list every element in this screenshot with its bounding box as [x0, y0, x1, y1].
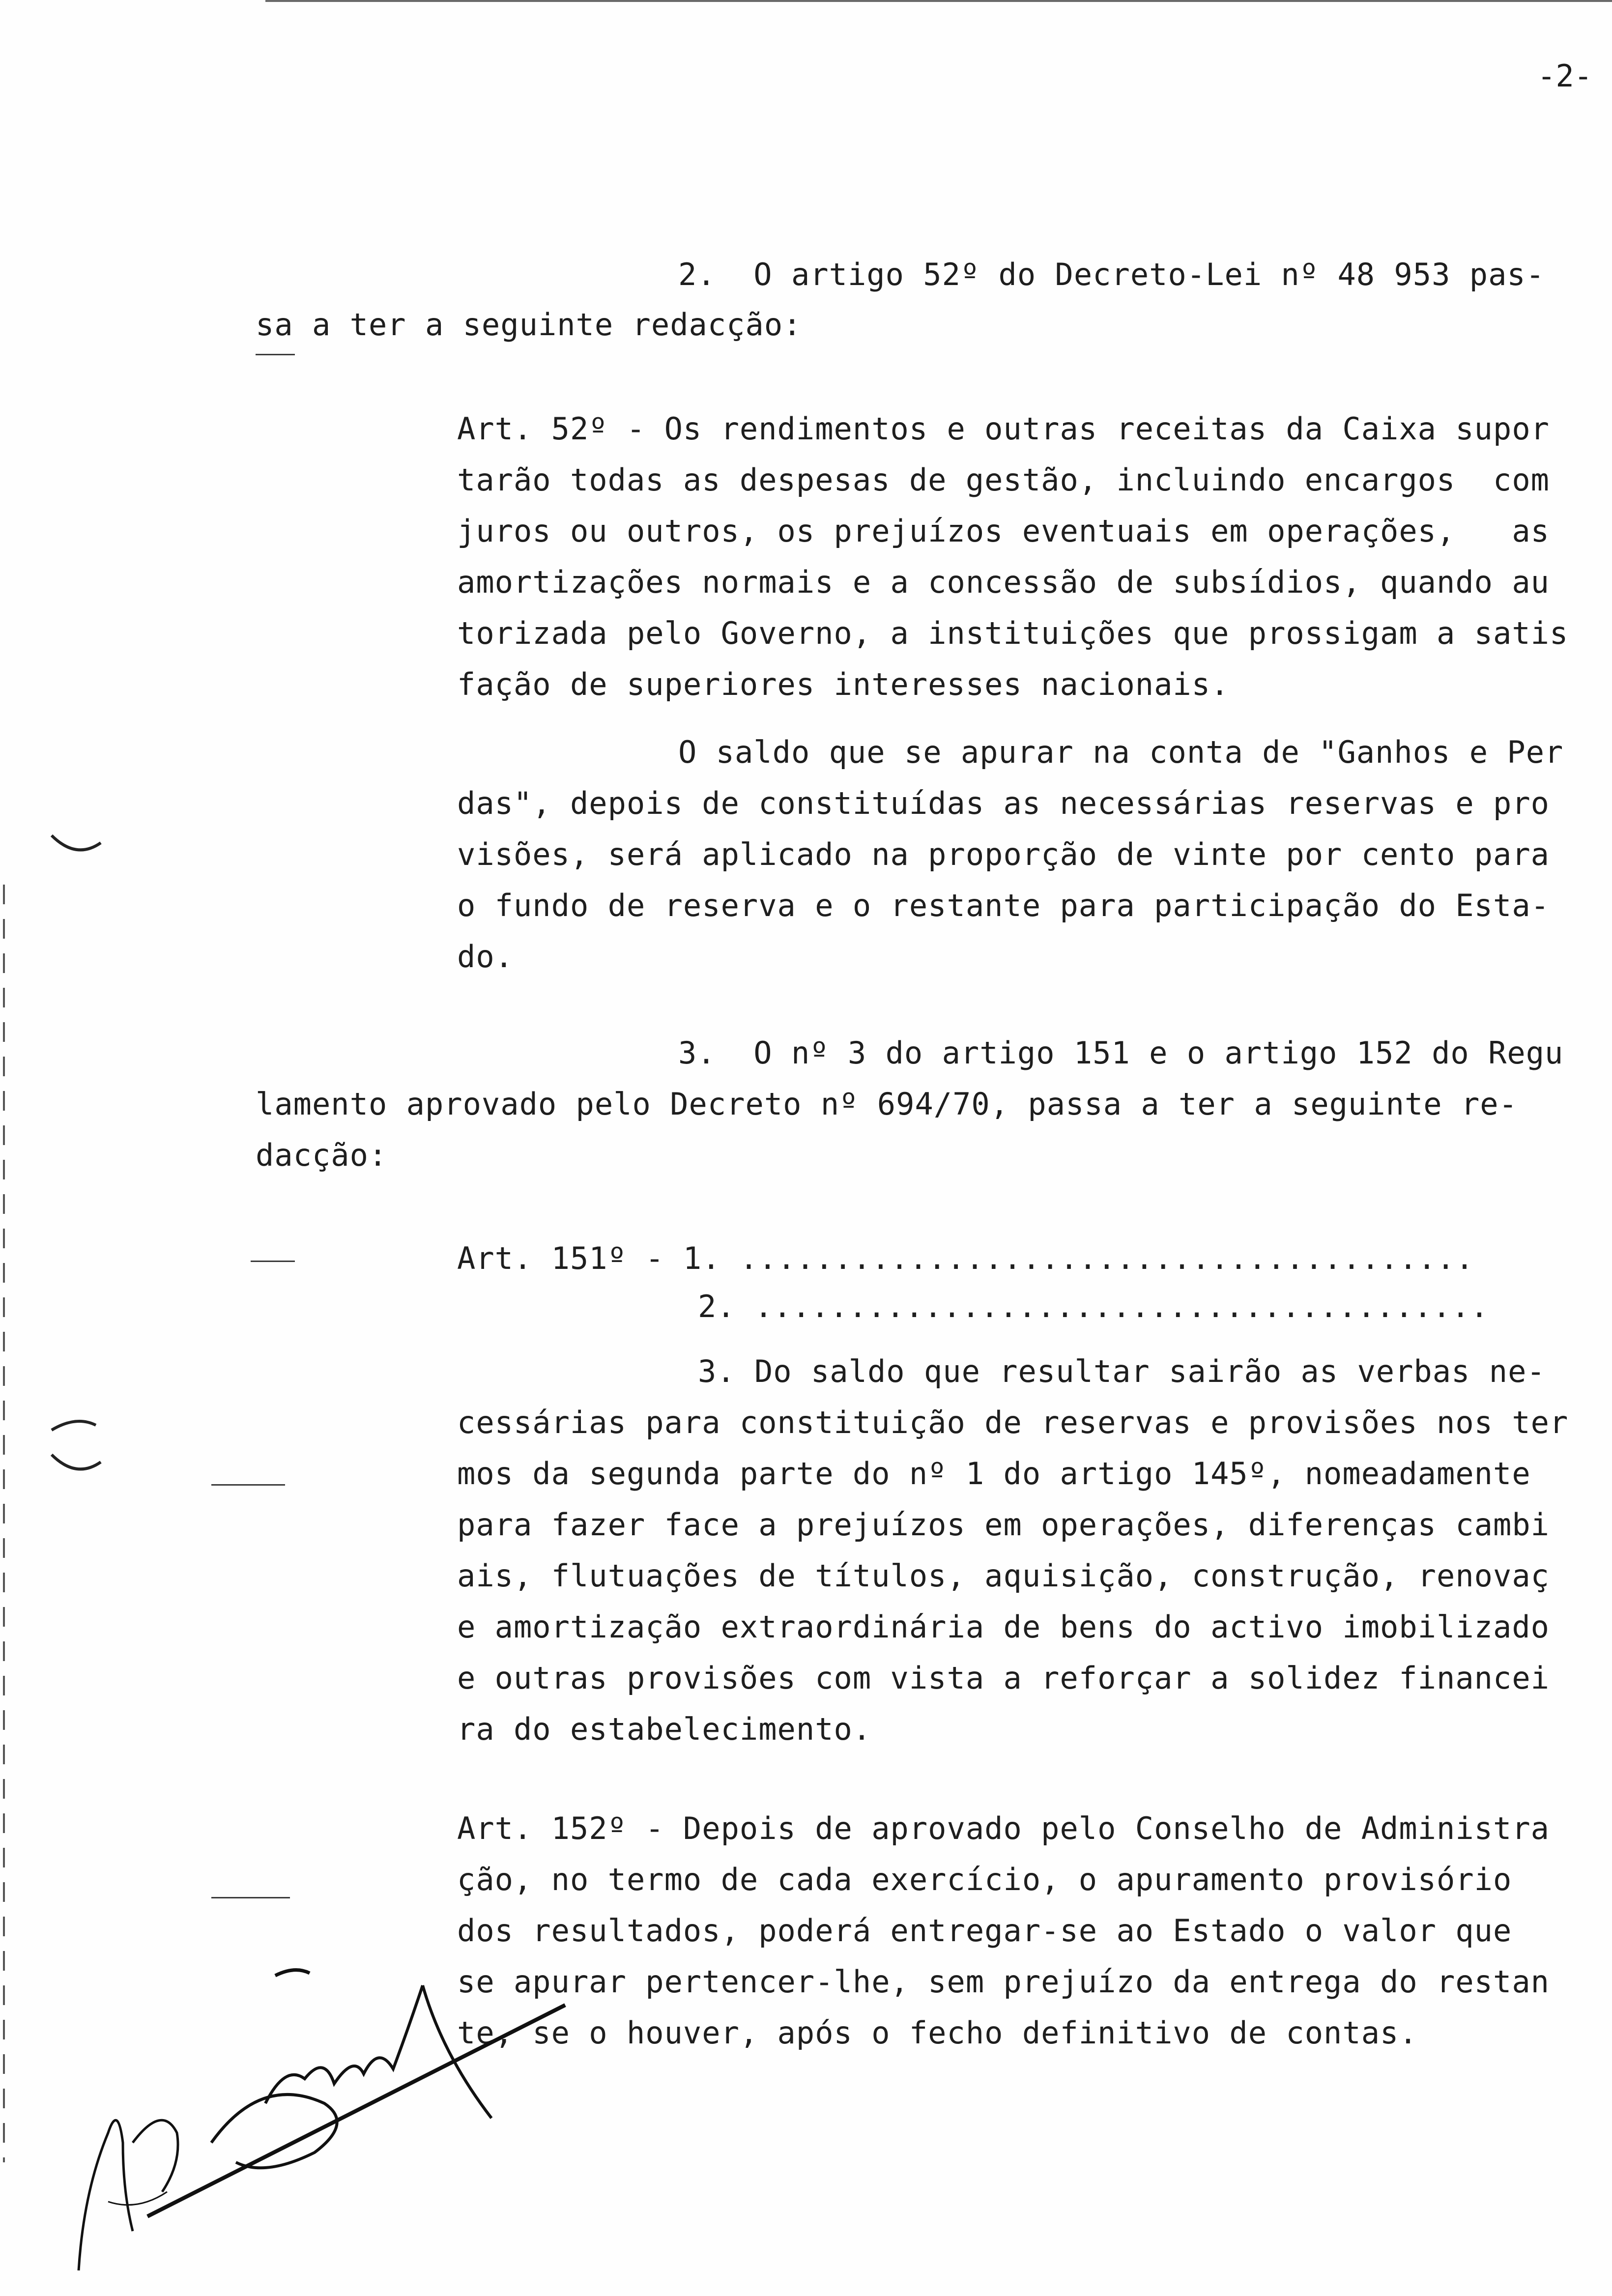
article-52-line-4: amortizações normais e a concessão de subsídios, quando au [457, 564, 1550, 600]
article-151-line-8: e amortização extraordinária de bens do activo imobilizado [457, 1609, 1550, 1645]
article-52-line-2: tarão todas as despesas de gestão, incluindo encargos com [457, 462, 1550, 498]
paragraph-3-line-1: 3. O nº 3 do artigo 151 e o artigo 152 do Regu [678, 1035, 1564, 1071]
article-151-line-3: 3. Do saldo que resultar sairão as verbas ne- [698, 1353, 1546, 1389]
paragraph-2-line-2: sa a ter a seguinte redacção: [256, 307, 802, 343]
article-151-line-7: ais, flutuações de títulos, aquisição, construção, renovaç [457, 1558, 1550, 1594]
article-152-line-2: ção, no termo de cada exercício, o apuramento provisório [457, 1862, 1512, 1897]
margin-dash [211, 1484, 285, 1486]
margin-dash [256, 354, 295, 355]
article-151-line-4: cessárias para constituição de reservas e provisões nos ter [457, 1405, 1569, 1440]
handwritten-signature [49, 1956, 590, 2280]
article-152-line-5: te, se o houver, após o fecho definitivo de contas. [457, 2015, 1418, 2051]
article-151-line-9: e outras provisões com vista a reforçar a solidez financei [457, 1660, 1550, 1696]
article-52-line-3: juros ou outros, os prejuízos eventuais em operações, as [457, 513, 1550, 549]
article-52-line-5: torizada pelo Governo, a instituições que prossigam a satis [457, 615, 1569, 651]
article-151-line-5: mos da segunda parte do nº 1 do artigo 145º, nomeadamente [457, 1456, 1531, 1492]
article-52-para2-line-2: das", depois de constituídas as necessárias reservas e pro [457, 785, 1550, 821]
paragraph-3-line-2: lamento aprovado pelo Decreto nº 694/70, passa a ter a seguinte re- [256, 1086, 1518, 1122]
article-151-line-1: Art. 151º - 1. ....................................... [457, 1240, 1474, 1276]
paragraph-2-line-1: 2. O artigo 52º do Decreto-Lei nº 48 953 pas- [678, 257, 1545, 292]
article-151-line-10: ra do estabelecimento. [457, 1711, 872, 1747]
article-52-para2-line-5: do. [457, 939, 514, 975]
margin-dash [251, 1261, 295, 1262]
top-edge-rule [265, 0, 1612, 2]
left-edge-dashes [3, 885, 5, 2162]
margin-bracket-icon [49, 1415, 103, 1479]
article-52-para2-line-3: visões, será aplicado na proporção de vinte por cento para [457, 836, 1550, 872]
article-52-line-6: fação de superiores interesses nacionais. [457, 666, 1230, 702]
article-52-para2-line-4: o fundo de reserva e o restante para participação do Esta- [457, 888, 1550, 923]
page-number: -2- [1537, 58, 1592, 94]
article-151-line-2: 2. ....................................... [698, 1289, 1489, 1324]
article-151-line-6: para fazer face a prejuízos em operações, diferenças cambi [457, 1507, 1550, 1543]
article-52-para2-line-1: O saldo que se apurar na conta de "Ganhos e Per [678, 734, 1564, 770]
paragraph-3-line-3: dacção: [256, 1137, 388, 1173]
margin-bracket-icon [49, 831, 103, 865]
article-52-line-1: Art. 52º - Os rendimentos e outras receitas da Caixa supor [457, 411, 1550, 447]
article-152-line-4: se apurar pertencer-lhe, sem prejuízo da entrega do restan [457, 1964, 1550, 2000]
article-152-line-1: Art. 152º - Depois de aprovado pelo Conselho de Administra [457, 1810, 1550, 1846]
article-152-line-3: dos resultados, poderá entregar-se ao Estado o valor que [457, 1913, 1512, 1949]
margin-dash [211, 1897, 290, 1898]
